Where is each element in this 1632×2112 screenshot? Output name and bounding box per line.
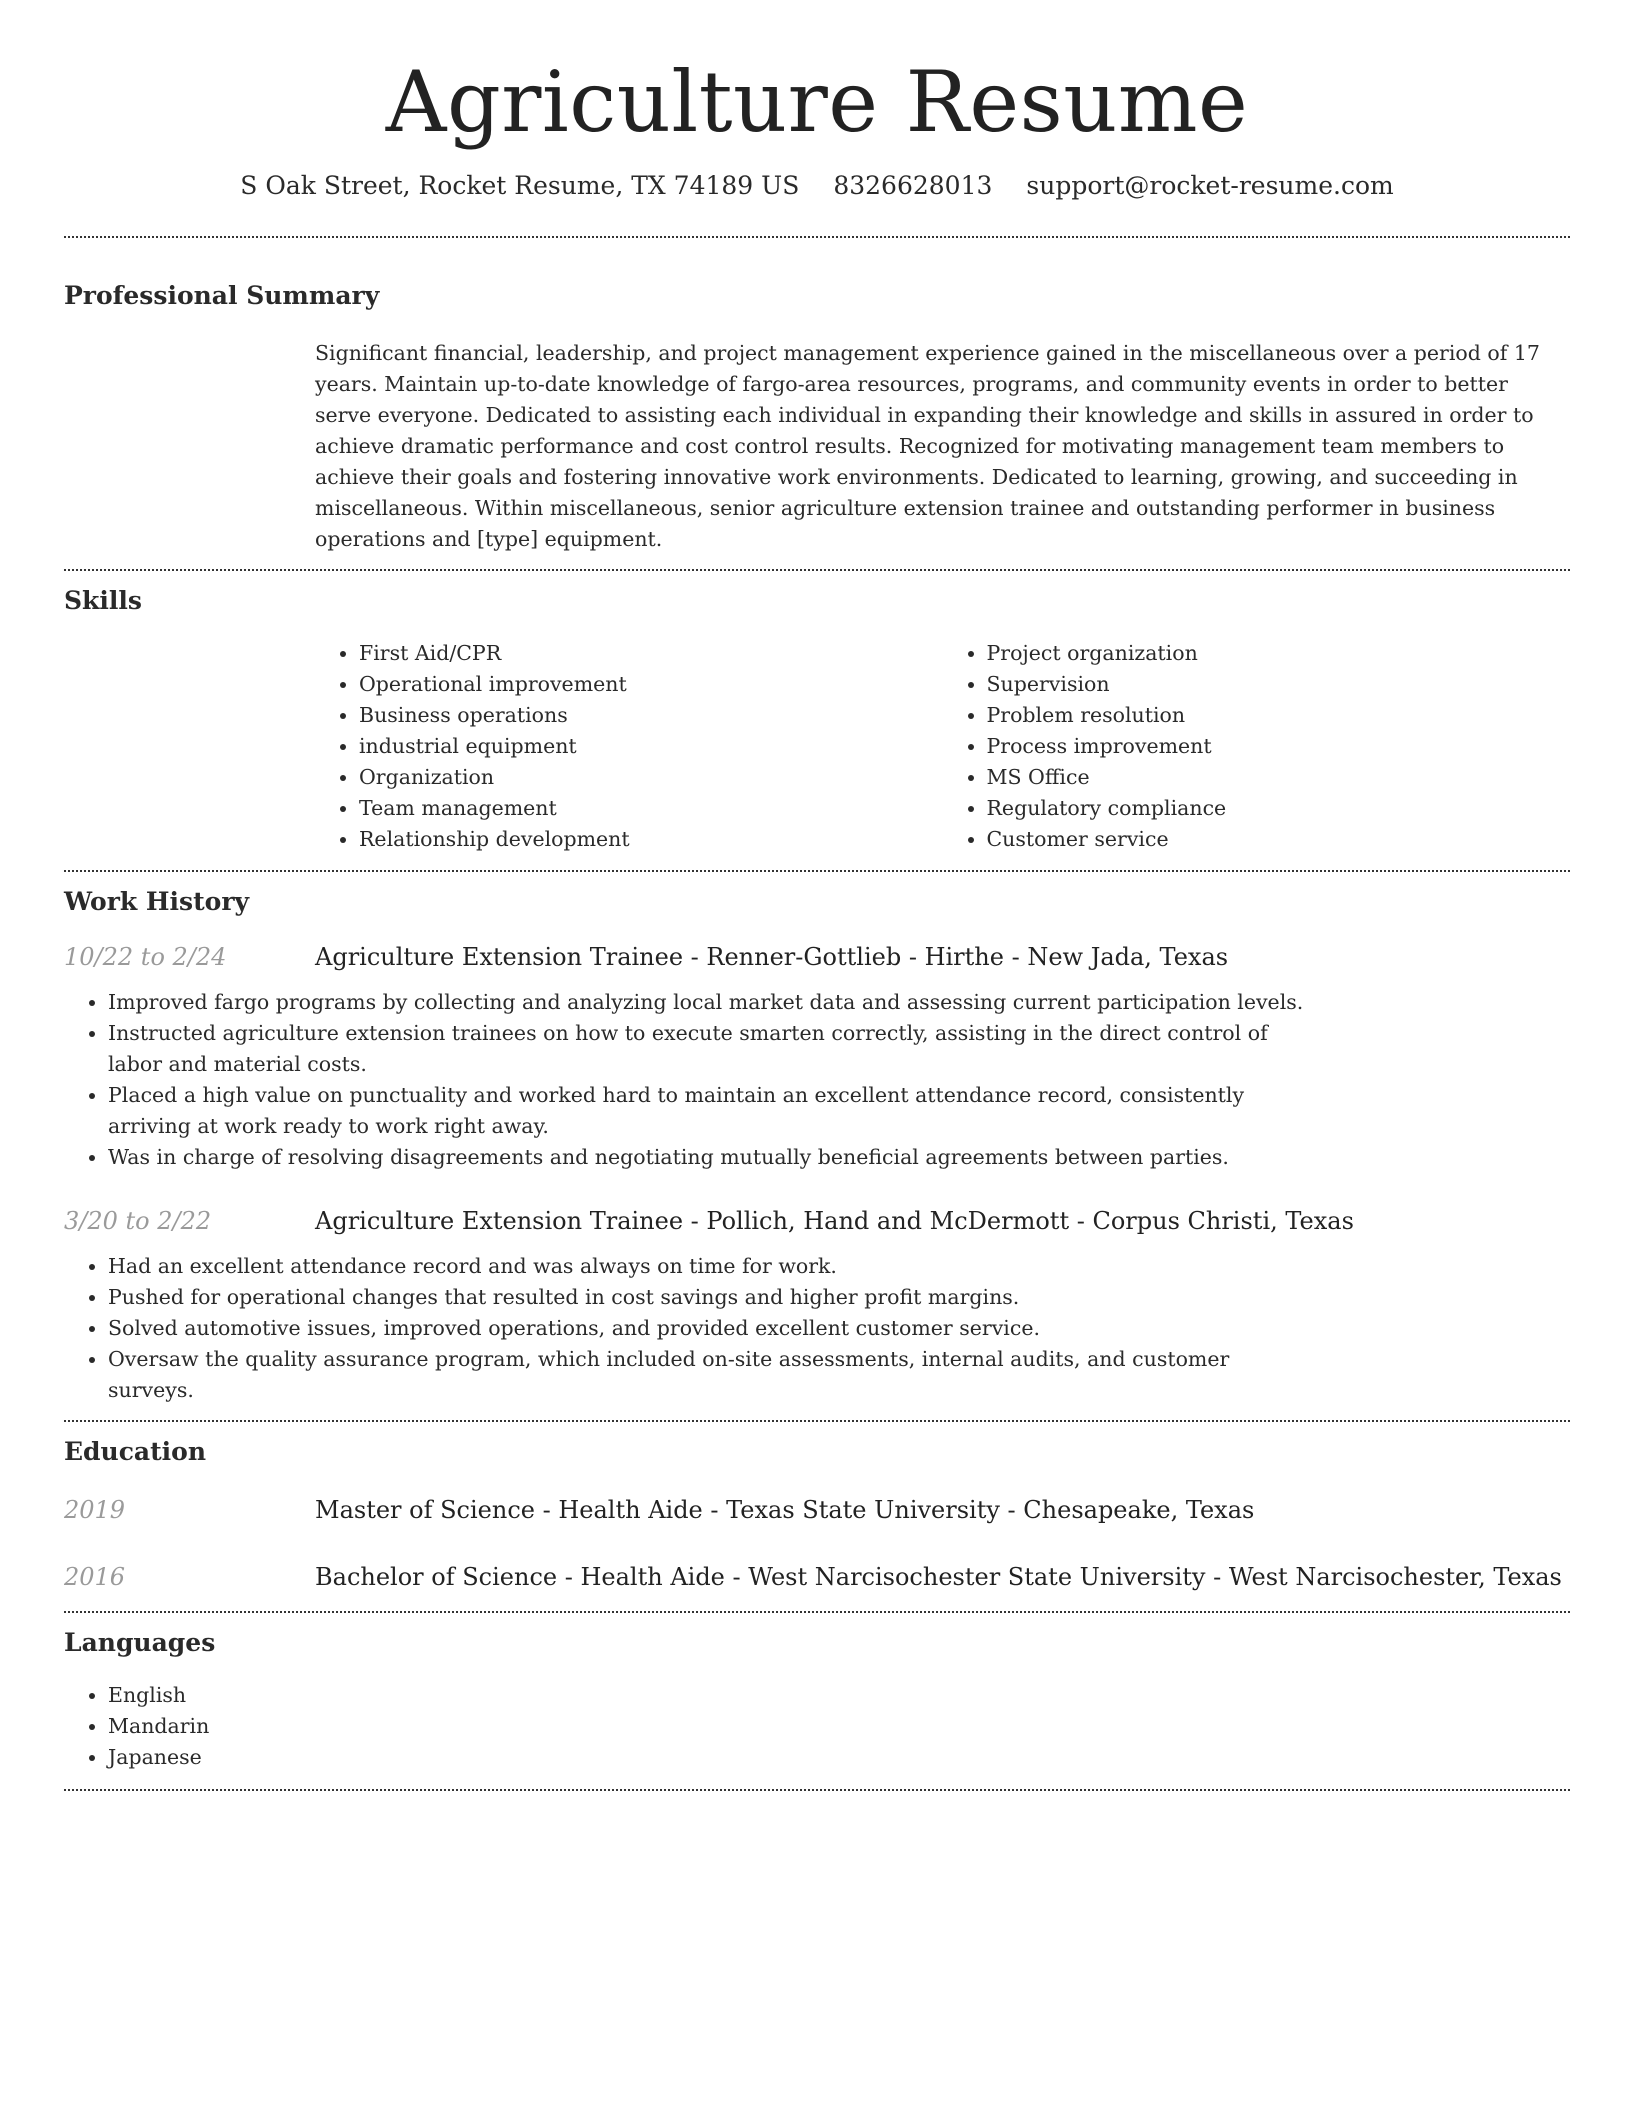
- education-year: 2019: [64, 1496, 126, 1524]
- job-title: Agriculture Extension Trainee - Pollich, Hand and McDermott - Corpus Christi, Texas: [315, 1207, 1354, 1235]
- education-entry: [64, 1493, 1570, 1527]
- summary-text: Significant financial, leadership, and project management experience gained in the miscellaneous over a period of 17 years. Maintain up-to-date knowledge of fargo-area resources, programs, and community events in order to better serve everyone. Dedicated to assisting each individual in expanding their knowledge and skills in assured in order to achieve dramatic performance and cost control results. Recognized for motivating management team members to achieve their goals and fostering innovative work environments. Dedicated to learning, growing, and succeeding in miscellaneous. Within miscellaneous, senior agriculture extension trainee and outstanding performer in business operations and [type] equipment.: [315, 341, 1540, 551]
- job-header: [64, 940, 1570, 974]
- divider: [64, 569, 1570, 571]
- education-year: 2016: [64, 1563, 126, 1591]
- education-entry: [64, 1560, 1570, 1594]
- list-item: • Had an excellent attendance record and was always on time for work.: [108, 1251, 1319, 1282]
- list-item: • Customer service: [987, 824, 1571, 855]
- list-item: • Regulatory compliance: [987, 793, 1571, 824]
- list-item: • Oversaw the quality assurance program, which included on-site assessments, internal audits, and customer surveys.: [108, 1344, 1319, 1406]
- languages-list: [64, 1680, 1570, 1773]
- list-item: • Relationship development: [359, 824, 943, 855]
- list-item: • Placed a high value on punctuality and worked hard to maintain an excellent attendance record, consistently arriving at work ready to work right away.: [108, 1080, 1319, 1142]
- job-entry: [64, 1204, 1570, 1406]
- list-item: • Team management: [359, 793, 943, 824]
- list-item: • Supervision: [987, 669, 1571, 700]
- skills-grid: [315, 638, 1570, 855]
- divider: [64, 236, 1570, 238]
- list-item: • Organization: [359, 762, 943, 793]
- languages-section: [64, 1625, 1570, 1773]
- list-item: • Solved automotive issues, improved operations, and provided excellent customer service.: [108, 1313, 1319, 1344]
- divider: [64, 1420, 1570, 1422]
- summary-section: [64, 278, 1570, 555]
- list-item: • Improved fargo programs by collecting and analyzing local market data and assessing current participation levels.: [108, 987, 1319, 1018]
- divider: [64, 1611, 1570, 1613]
- section-heading-education: Education: [64, 1437, 207, 1466]
- section-heading-languages: Languages: [64, 1628, 216, 1657]
- job-dates: 10/22 to 2/24: [64, 943, 227, 971]
- contact-phone: 8326628013: [833, 171, 993, 200]
- list-item: • Problem resolution: [987, 700, 1571, 731]
- section-heading-summary: Professional Summary: [64, 281, 380, 310]
- list-item: • Process improvement: [987, 731, 1571, 762]
- resume-page: [64, 0, 1570, 1791]
- divider: [64, 870, 1570, 872]
- skills-section: [64, 583, 1570, 855]
- section-heading-work: Work History: [64, 887, 250, 916]
- education-title: Master of Science - Health Aide - Texas State University - Chesapeake, Texas: [315, 1496, 1255, 1524]
- list-item: • First Aid/CPR: [359, 638, 943, 669]
- list-item: • Project organization: [987, 638, 1571, 669]
- contact-email: support@rocket-resume.com: [1026, 171, 1394, 200]
- skills-list-right: [943, 638, 1571, 855]
- section-heading-skills: Skills: [64, 586, 142, 615]
- job-bullets: [64, 1251, 1319, 1406]
- list-item: • Operational improvement: [359, 669, 943, 700]
- job-bullets: [64, 987, 1319, 1173]
- list-item: • Mandarin: [108, 1711, 1570, 1742]
- education-section: [64, 1434, 1570, 1594]
- contact-line: [64, 168, 1570, 204]
- list-item: • Japanese: [108, 1742, 1570, 1773]
- list-item: • Was in charge of resolving disagreements and negotiating mutually beneficial agreements between parties.: [108, 1142, 1319, 1173]
- job-dates: 3/20 to 2/22: [64, 1207, 212, 1235]
- work-section: [64, 884, 1570, 1406]
- list-item: • Pushed for operational changes that resulted in cost savings and higher profit margins.: [108, 1282, 1319, 1313]
- education-title: Bachelor of Science - Health Aide - West Narcisochester State University - West Narcisochester, Texas: [315, 1563, 1562, 1591]
- list-item: • MS Office: [987, 762, 1571, 793]
- skills-list-left: [315, 638, 943, 855]
- contact-address: S Oak Street, Rocket Resume, TX 74189 US: [240, 171, 800, 200]
- list-item: • Instructed agriculture extension trainees on how to execute smarten correctly, assisting in the direct control of labor and material costs.: [108, 1018, 1319, 1080]
- job-title: Agriculture Extension Trainee - Renner-Gottlieb - Hirthe - New Jada, Texas: [315, 943, 1229, 971]
- divider: [64, 1789, 1570, 1791]
- list-item: • industrial equipment: [359, 731, 943, 762]
- job-header: [64, 1204, 1570, 1238]
- resume-title: Agriculture Resume: [385, 53, 1249, 151]
- list-item: • English: [108, 1680, 1570, 1711]
- list-item: • Business operations: [359, 700, 943, 731]
- job-entry: [64, 940, 1570, 1173]
